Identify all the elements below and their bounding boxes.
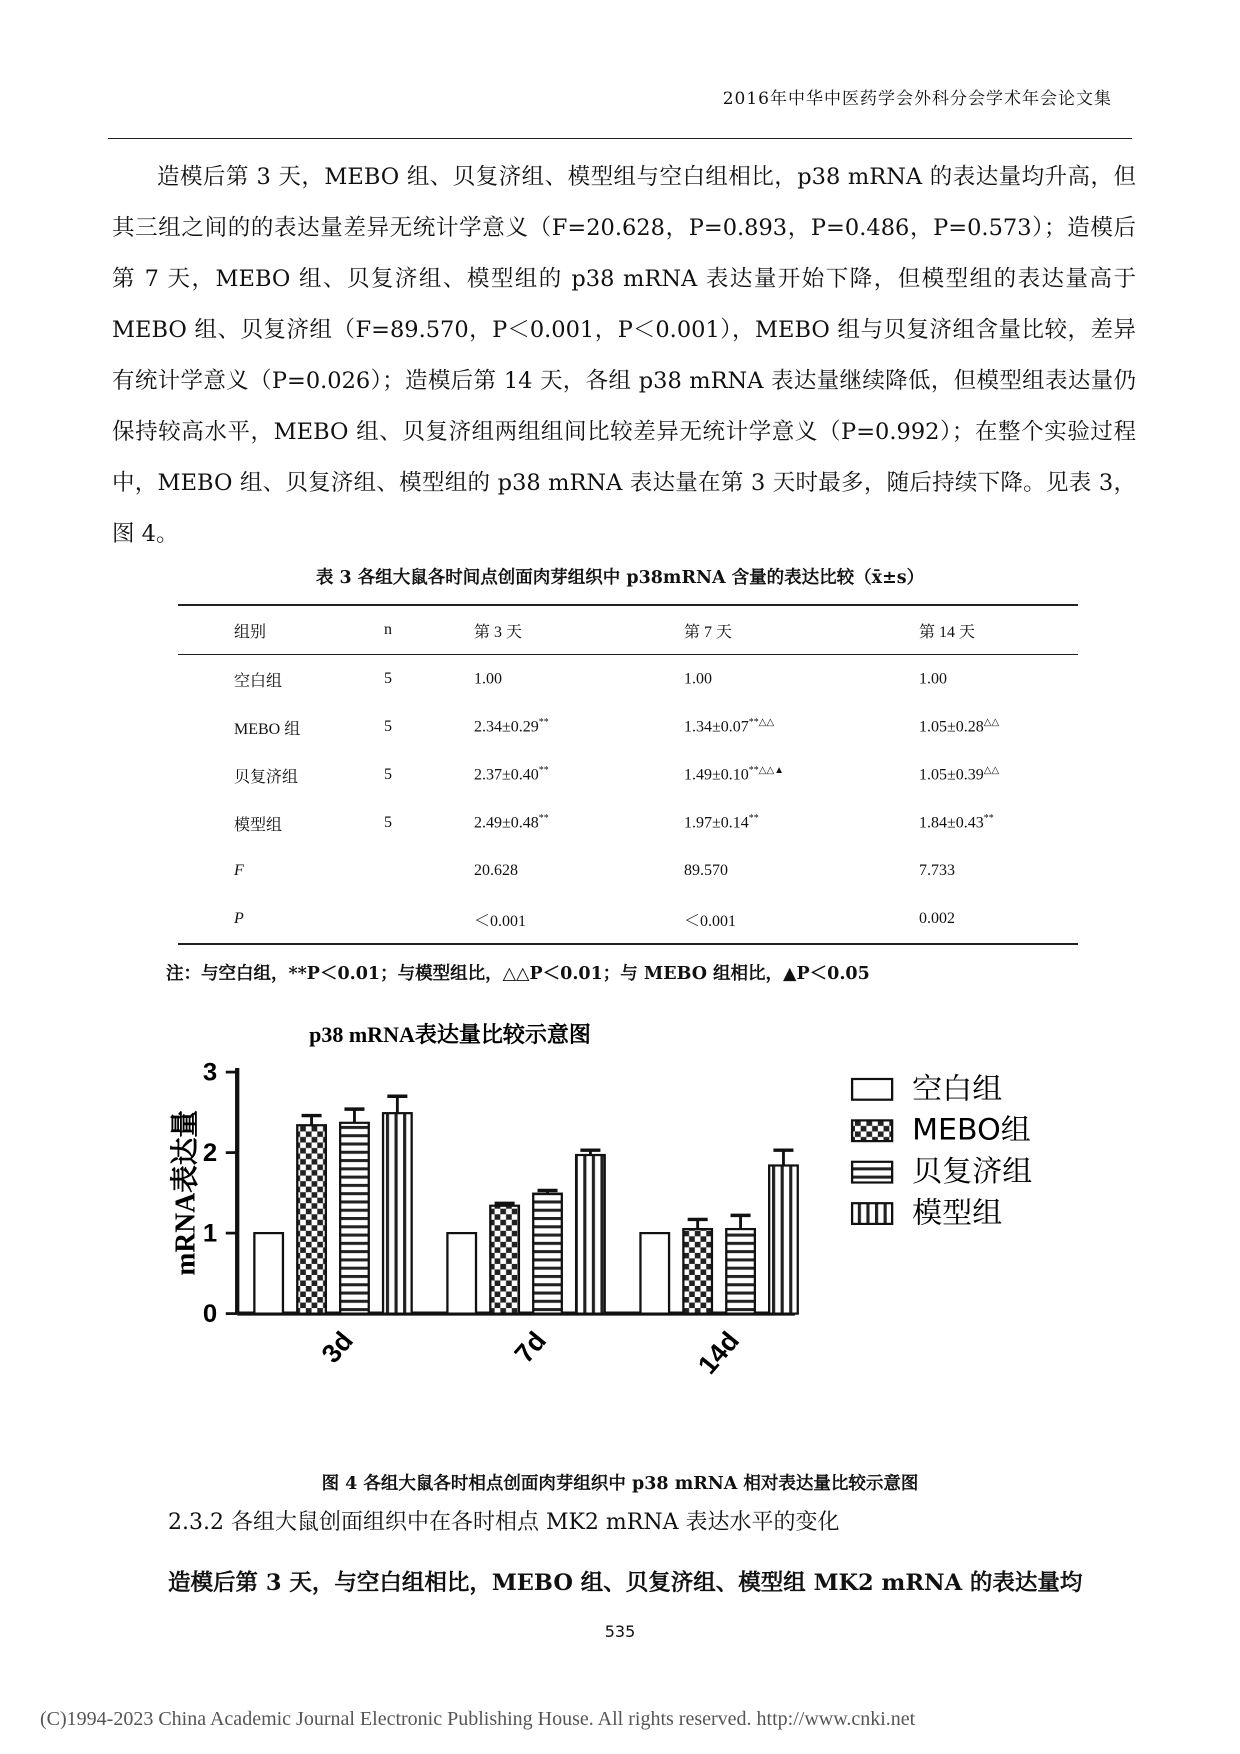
- cell-value: 2.37±0.40: [474, 766, 539, 784]
- table-header-cell: 组别: [234, 623, 267, 641]
- table-cell: [919, 703, 1078, 751]
- table-cell: [684, 703, 919, 751]
- table-caption: 表 3 各组大鼠各时间点创面肉芽组织中 p38mRNA 含量的表达比较（x̄±s）: [315, 568, 925, 588]
- table-cell: 模型组: [234, 816, 283, 834]
- cell-mark: **△△▲: [748, 765, 785, 777]
- table-cell: [684, 751, 919, 799]
- body-paragraph: 造模后第 3 天，MEBO 组、贝复济组、模型组与空白组相比，p38 mRNA 的表达量均升高，但其三组之间的的表达量差异无统计学意义（F=20.628，P=0.893，P=0.486，P=0.573）；造模后第 7 天，MEBO 组、贝复济组、模型组的 p38 mRNA 表达量开始下降，但模型组的表达量高于 MEBO 组、贝复济组（F=89.570，P＜0.001，P＜0.001），MEBO 组与贝复济组含量比较，差异有统计学意义（P=0.026）；造模后第 14 天，各组 p38 mRNA 表达量继续降低，但模型组表达量仍保持较高水平，MEBO 组、贝复济组两组组间比较差异无统计学意义（P=0.992）；在整个实验过程中，MEBO 组、贝复济组、模型组的 p38 mRNA 表达量在第 3 天时最多，随后持续下降。见表 3，图 4。: [112, 164, 1136, 547]
- table-cell: [474, 655, 684, 704]
- legend-label: 贝复济组: [912, 1154, 1033, 1188]
- bar: [340, 1123, 369, 1314]
- y-tick-label: 2: [202, 1139, 218, 1167]
- cell-value: 1.05±0.39: [919, 766, 984, 784]
- table-row: [178, 655, 1078, 704]
- cell-value: 1.84±0.43: [919, 814, 984, 832]
- y-tick-label: 1: [202, 1219, 218, 1248]
- bar: [490, 1206, 519, 1314]
- x-tick-label: 14d: [691, 1326, 746, 1380]
- x-tick-label: 3d: [315, 1326, 360, 1369]
- bar: [297, 1125, 326, 1313]
- table-note: 注：与空白组，**P＜0.01；与模型组比，△△P＜0.01；与 MEBO 组相比，▲P＜0.05: [166, 964, 870, 984]
- section-heading: 2.3.2 各组大鼠创面组织中在各时相点 MK2 mRNA 表达水平的变化: [168, 1510, 840, 1535]
- header-rule: [108, 138, 1132, 139]
- cell-value: 1.49±0.10: [684, 766, 749, 784]
- table-cell: 5: [384, 814, 392, 831]
- table-row-p: [178, 895, 1078, 944]
- table-cell: ＜0.001: [684, 912, 737, 930]
- y-axis-label: mRNA表达量: [169, 1110, 202, 1276]
- bar: [576, 1155, 605, 1314]
- table-header-cell: 第 14 天: [919, 623, 976, 641]
- bar: [683, 1229, 712, 1314]
- table-row-f: [178, 847, 1078, 895]
- table-cell: P: [234, 910, 244, 927]
- bar: [640, 1233, 669, 1314]
- table-cell: ＜0.001: [474, 912, 527, 930]
- cell-mark: **: [538, 717, 549, 729]
- bar: [254, 1233, 283, 1314]
- table-cell: F: [234, 862, 244, 879]
- table-cell: 空白组: [234, 672, 283, 690]
- bar-chart: [169, 1010, 1060, 1470]
- table-row: [178, 799, 1078, 847]
- table-row: [178, 703, 1078, 751]
- cell-mark: **: [748, 813, 759, 825]
- copyright-footer: (C)1994-2023 China Academic Journal Electronic Publishing House. All rights reserved. http://www.cnki.net: [40, 1708, 916, 1730]
- table-cell: [474, 751, 684, 799]
- legend-swatch: [852, 1203, 892, 1224]
- cell-mark: **: [538, 813, 549, 825]
- table-cell: [474, 703, 684, 751]
- table-header-cell: 第 3 天: [474, 623, 523, 641]
- table-cell: 0.002: [919, 910, 955, 927]
- table-cell: 5: [384, 766, 392, 783]
- table-row: [178, 751, 1078, 799]
- bar-chart-svg: [169, 1010, 1060, 1470]
- bar: [447, 1233, 476, 1314]
- cell-value: 2.49±0.48: [474, 814, 539, 832]
- cell-mark: **△△: [748, 717, 775, 729]
- cell-value: 1.05±0.28: [919, 718, 984, 736]
- table-cell: [684, 655, 919, 704]
- legend-label: 空白组: [912, 1071, 1003, 1106]
- cell-value: 1.00: [684, 670, 712, 688]
- table-cell: 5: [384, 718, 392, 735]
- running-header: 2016年中华中医药学会外科分会学术年会论文集: [722, 89, 1112, 109]
- table-cell: [684, 799, 919, 847]
- table-cell: 5: [384, 670, 392, 687]
- bar: [769, 1165, 798, 1313]
- y-tick-label: 0: [202, 1300, 218, 1328]
- legend-swatch: [852, 1162, 892, 1183]
- bar: [726, 1229, 755, 1314]
- table-cell: [919, 655, 1078, 704]
- figure-caption: 图 4 各组大鼠各时相点创面肉芽组织中 p38 mRNA 相对表达量比较示意图: [321, 1474, 919, 1494]
- table-cell: MEBO 组: [234, 720, 301, 738]
- table-cell: [384, 895, 474, 944]
- cell-mark: △△: [983, 765, 1000, 777]
- table-header-cell: n: [384, 621, 392, 638]
- bar: [383, 1113, 412, 1313]
- table-header-cell: 第 7 天: [684, 623, 733, 641]
- body-text: [112, 152, 1136, 560]
- table-cell: 7.733: [919, 862, 955, 879]
- table-cell: [919, 799, 1078, 847]
- cell-value: 1.00: [919, 670, 947, 688]
- cell-mark: **: [538, 765, 549, 777]
- table-cell: [919, 751, 1078, 799]
- table-cell: [384, 847, 474, 895]
- y-tick-label: 3: [202, 1058, 218, 1087]
- x-tick-label: 7d: [508, 1326, 553, 1369]
- cell-mark: **: [983, 813, 994, 825]
- page-number: 535: [604, 1622, 636, 1641]
- data-table: [178, 604, 1078, 945]
- bar: [533, 1194, 562, 1314]
- legend-label: MEBO组: [912, 1113, 1031, 1147]
- table-cell: [474, 799, 684, 847]
- table-cell: 20.628: [474, 862, 518, 879]
- cell-mark: △△: [983, 717, 1000, 729]
- table-header-row: [178, 605, 1078, 655]
- cell-value: 1.97±0.14: [684, 814, 749, 832]
- table-cell: 89.570: [684, 862, 728, 879]
- legend-label: 模型组: [912, 1196, 1003, 1230]
- bold-paragraph-start: 造模后第 3 天，与空白组相比，MEBO 组、贝复济组、模型组 MK2 mRNA 的表达量均: [168, 1570, 1083, 1596]
- table-cell: 贝复济组: [234, 768, 299, 786]
- chart-title: p38 mRNA表达量比较示意图: [309, 1022, 591, 1047]
- cell-value: 1.34±0.07: [684, 718, 749, 736]
- cell-value: 1.00: [474, 670, 502, 688]
- legend-swatch: [852, 1079, 892, 1100]
- cell-value: 2.34±0.29: [474, 718, 539, 736]
- legend-swatch: [852, 1120, 892, 1141]
